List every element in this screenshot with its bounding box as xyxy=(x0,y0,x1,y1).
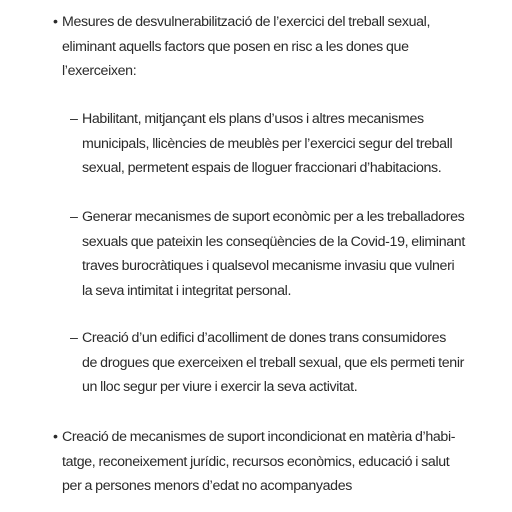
text-line: traves burocràtiques i qualsevol mecanisme invasiu que vulneri xyxy=(82,258,455,274)
bullet-marker: • xyxy=(53,14,58,30)
text-line: Mesures de desvulnerabilització de l’exercici del treball sexual, xyxy=(62,14,431,30)
text-line: la seva intimitat i integritat personal. xyxy=(82,282,292,299)
text-line: de drogues que exerceixen el treball sexual, que els permeti tenir xyxy=(82,354,465,371)
text-line: sexual, permetent espais de lloguer fraccionari d’habitacions. xyxy=(82,160,442,176)
text-line: eliminant aquells factors que posen en risc a les dones que xyxy=(62,38,409,55)
dash-text xyxy=(82,326,464,400)
text-line: tatge, reconeixement jurídic, recursos econòmics, educació i salut xyxy=(62,453,450,470)
bullet-text xyxy=(62,425,455,499)
dash-text xyxy=(82,107,452,181)
text-line: Generar mecanismes de suport econòmic per a les treballadores xyxy=(82,209,465,225)
text-line: l’exerceixen: xyxy=(62,63,137,79)
text-line: Creació de mecanismes de suport incondicionat en matèria d’habi- xyxy=(62,429,456,445)
text-line: un lloc segur per viure i exercir la seva activitat. xyxy=(82,379,358,395)
text-line: municipals, llicències de meublès per l’exercici segur del treball xyxy=(82,135,453,152)
dash-marker: – xyxy=(70,330,78,346)
text-line: Creació d’un edifici d’acolliment de dones trans consumidores xyxy=(82,330,446,346)
dash-text xyxy=(82,205,465,303)
dash-marker: – xyxy=(70,111,78,127)
text-line: Habilitant, mitjançant els plans d’usos i altres mecanismes xyxy=(82,111,424,127)
dash-marker: – xyxy=(70,209,78,225)
bullet-marker: • xyxy=(53,429,58,445)
text-line: sexuals que pateixin les conseqüències de la Covid-19, eliminant xyxy=(82,233,465,250)
text-line: per a persones menors d’edat no acompanyades xyxy=(62,478,352,494)
bullet-text xyxy=(62,10,430,84)
